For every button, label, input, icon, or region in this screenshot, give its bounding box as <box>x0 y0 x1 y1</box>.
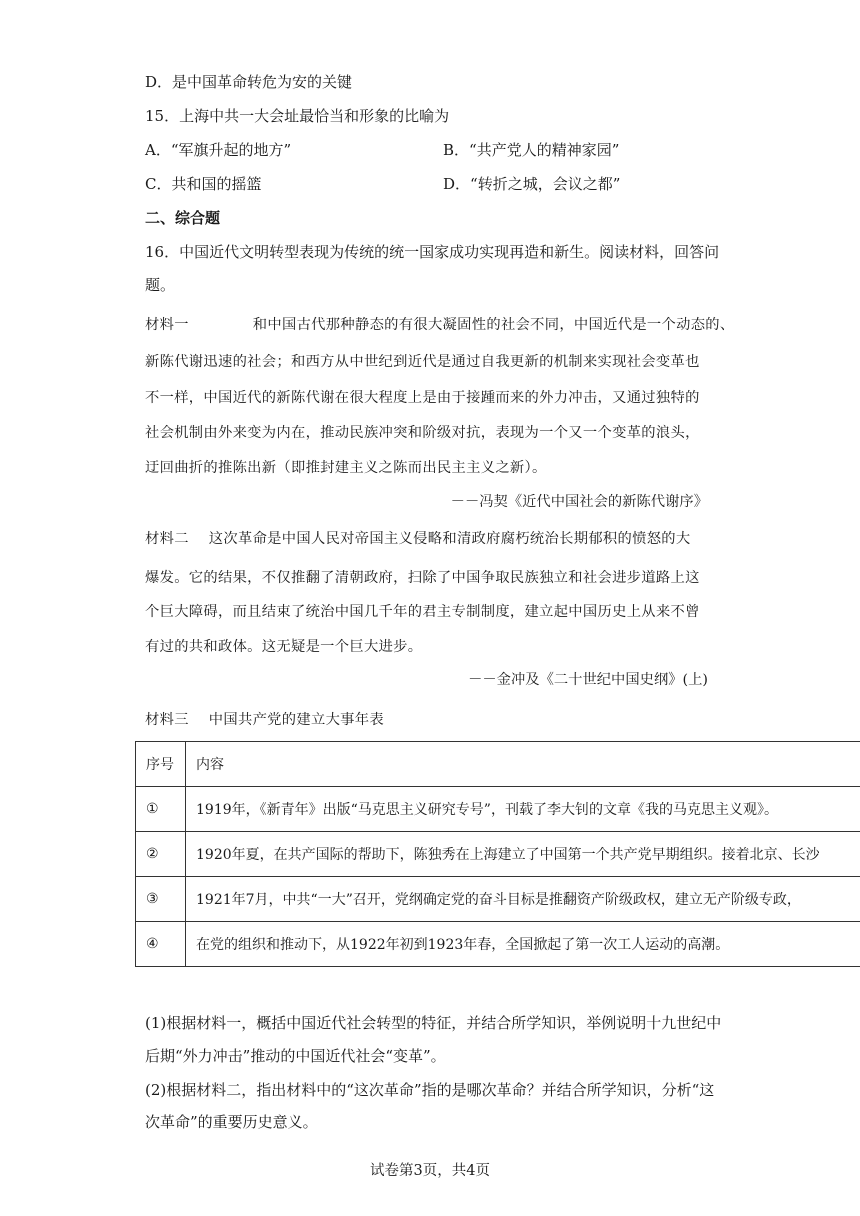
table-cell-index: ② <box>136 832 186 877</box>
material2-line: 个巨大障碍，而且结束了统治中国几千年的君主专制制度，建立起中国历史上从来不曾 <box>145 604 700 620</box>
q16-stem-cont: 题。 <box>145 276 176 294</box>
material2-source: －－金冲及《二十世纪中国史纲》(上) <box>468 672 708 688</box>
material2-line: 有过的共和政体。这无疑是一个巨大进步。 <box>145 639 423 655</box>
table-header-cell: 序号 <box>136 742 186 787</box>
material1-line: 材料一 和中国古代那种静态的有很大凝固性的社会不同，中国近代是一个动态的、 <box>145 317 735 333</box>
table-cell-content: 1919年，《新青年》出版“马克思主义研究专号”，刊载了李大钊的文章《我的马克思主义观》。 <box>186 787 860 832</box>
material1-label: 材料一 <box>145 317 189 333</box>
q16-stem: 16．中国近代文明转型表现为传统的统一国家成功实现再造和新生。阅读材料，回答问 <box>145 243 720 261</box>
table-cell-content: 在党的组织和推动下，从1922年初到1923年春，全国掀起了第一次工人运动的高潮。 <box>186 922 860 967</box>
material3-label: 材料三 <box>145 712 189 728</box>
events-table <box>135 741 860 967</box>
table-row <box>136 922 860 967</box>
q15-stem: 15．上海中共一大会址最恰当和形象的比喻为 <box>145 107 450 125</box>
material1-source: －－冯契《近代中国社会的新陈代谢序》 <box>450 494 708 510</box>
sub-question-2: (2)根据材料二，指出材料中的“这次革命”指的是哪次革命？并结合所学知识，分析“这 <box>145 1081 715 1099</box>
section-title: 二、综合题 <box>145 209 221 227</box>
material1-line: 不一样，中国近代的新陈代谢在很大程度上是由于接踵而来的外力冲击，又通过独特的 <box>145 390 700 406</box>
table-row <box>136 787 860 832</box>
q15-option-b: B．“共产党人的精神家园” <box>443 141 620 159</box>
q15-option-a: A．“军旗升起的地方” <box>145 141 292 159</box>
sub-question-1: (1)根据材料一，概括中国近代社会转型的特征，并结合所学知识，举例说明十九世纪中 <box>145 1014 722 1032</box>
material2-label: 材料二 <box>145 531 189 547</box>
table-row <box>136 832 860 877</box>
q14-option-d: D．是中国革命转危为安的关键 <box>145 73 353 91</box>
q15-option-d: D．“转折之城，会议之都” <box>443 175 621 193</box>
material1-line: 社会机制由外来变为内在，推动民族冲突和阶级对抗，表现为一个又一个变革的浪头， <box>145 425 700 441</box>
page-footer: 试卷第3页，共4页 <box>370 1163 490 1179</box>
table-cell-index: ④ <box>136 922 186 967</box>
material1-line: 新陈代谢迅速的社会；和西方从中世纪到近代是通过自我更新的机制来实现社会变革也 <box>145 354 700 370</box>
table-cell-content: 1921年7月，中共“一大”召开，党纲确定党的奋斗目标是推翻资产阶级政权，建立无产阶级专政， <box>186 877 860 922</box>
table-cell-index: ③ <box>136 877 186 922</box>
table-header-row <box>136 742 860 787</box>
sub-question-2-cont: 次革命”的重要历史意义。 <box>145 1113 318 1131</box>
table-cell-index: ① <box>136 787 186 832</box>
table-row <box>136 877 860 922</box>
material2-line: 材料二 这次革命是中国人民对帝国主义侵略和清政府腐朽统治长期郁积的愤怒的大 <box>145 531 691 547</box>
sub-question-1-cont: 后期“外力冲击”推动的中国近代社会“变革”。 <box>145 1047 446 1065</box>
material1-line: 迂回曲折的推陈出新（即推封建主义之陈而出民主主义之新）。 <box>145 460 547 476</box>
material3-title: 材料三 中国共产党的建立大事年表 <box>145 712 384 728</box>
table-cell-content: 1920年夏，在共产国际的帮助下，陈独秀在上海建立了中国第一个共产党早期组织。接着北京、长沙 <box>186 832 860 877</box>
q15-option-c: C．共和国的摇篮 <box>145 175 262 193</box>
table-header-cell: 内容 <box>186 742 860 787</box>
material2-line: 爆发。它的结果，不仅推翻了清朝政府，扫除了中国争取民族独立和社会进步道路上这 <box>145 570 700 586</box>
